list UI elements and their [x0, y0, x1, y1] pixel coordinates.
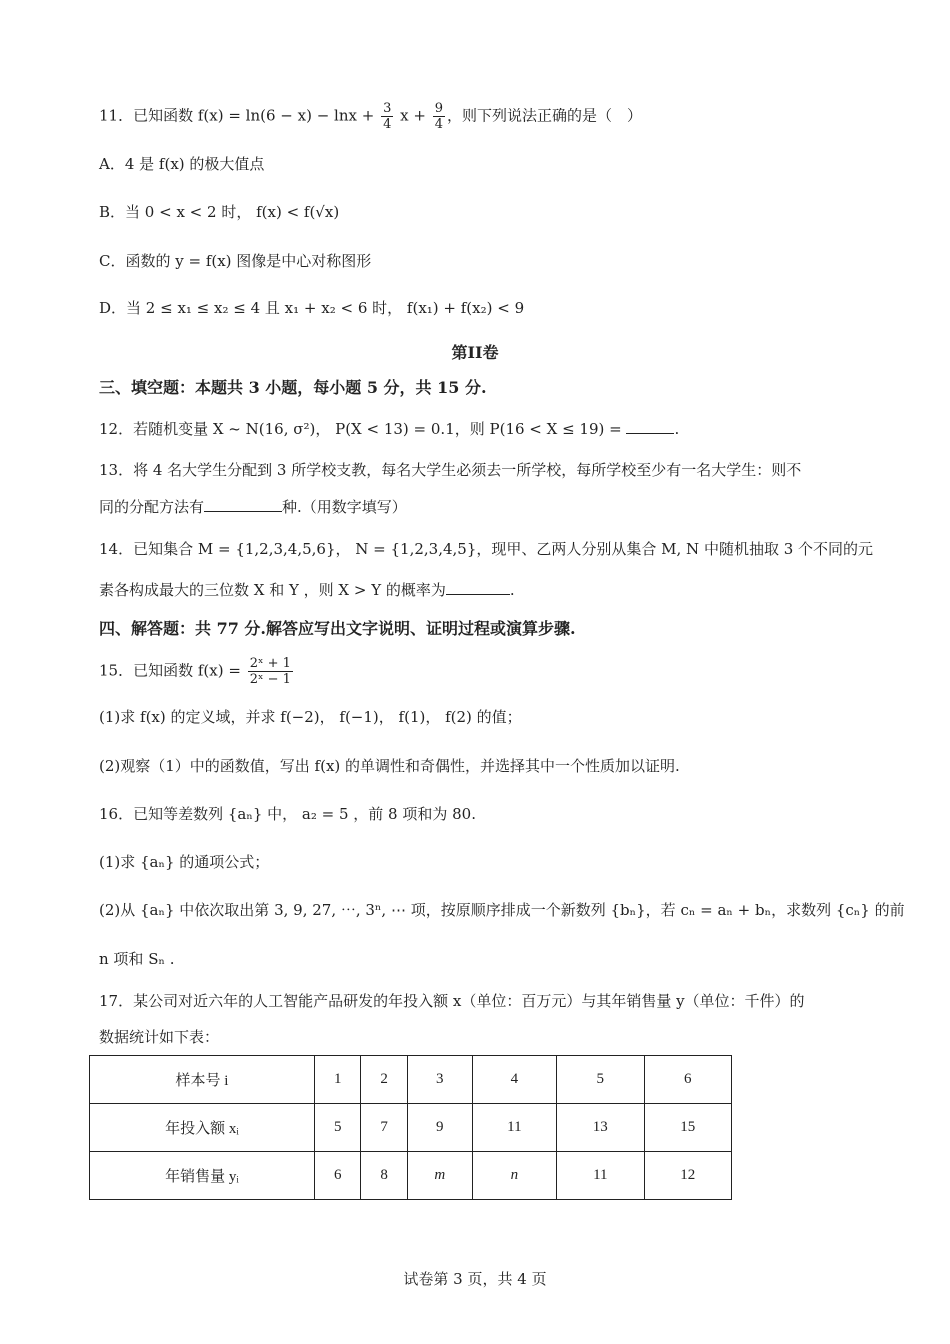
table-cell: 1 — [315, 1056, 361, 1104]
table-cell: 8 — [361, 1152, 407, 1200]
q11-stem-text: 11．已知函数 f(x) = ln(6 − x) − lnx + — [99, 106, 380, 125]
table-cell: 15 — [644, 1104, 731, 1152]
q16-sub2-cont: n 项和 Sₙ . — [99, 950, 175, 968]
q15-sub1: (1)求 f(x) 的定义域，并求 f(−2)， f(−1)， f(1)， f(2) 的值； — [99, 708, 522, 726]
table-cell: 9 — [407, 1104, 472, 1152]
table-row — [90, 1104, 732, 1152]
table-cell: 7 — [361, 1104, 407, 1152]
q13-line1: 13．将 4 名大学生分配到 3 所学校支教，每名大学生必须去一所学校，每所学校至少有一名大学生：则不 — [99, 461, 802, 479]
q11-frac1-num: 3 — [383, 101, 392, 116]
q11-tail-text: ，则下列说法正确的是（ ） — [446, 106, 642, 125]
table-row — [90, 1056, 732, 1104]
q12-answer-blank — [626, 419, 674, 434]
q11-fraction-2 — [433, 101, 445, 132]
q11-option-d: D．当 2 ≤ x₁ ≤ x₂ ≤ 4 且 x₁ + x₂ < 6 时， f(x₁) + f(x₂) < 9 — [99, 299, 525, 317]
q15-frac-num: 2ˣ + 1 — [249, 656, 291, 671]
table-cell: 5 — [315, 1104, 361, 1152]
q11-stem — [99, 101, 642, 132]
q13-answer-blank — [204, 497, 282, 512]
table-cell: 6 — [315, 1152, 361, 1200]
table-row-header: 年投入额 xᵢ — [90, 1104, 315, 1152]
table-cell: 13 — [557, 1104, 644, 1152]
table-cell: 5 — [557, 1056, 644, 1104]
table-row-header: 年销售量 yᵢ — [90, 1152, 315, 1200]
q11-option-b: B．当 0 < x < 2 时， f(x) < f(√x) — [99, 203, 340, 221]
q17-line1: 17．某公司对近六年的人工智能产品研发的年投入额 x（单位：百万元）与其年销售量 y（单位：千件）的 — [99, 992, 805, 1010]
section-title: 第II卷 — [451, 343, 499, 362]
table-cell: n — [472, 1152, 556, 1200]
q17-line2: 数据统计如下表： — [99, 1028, 220, 1046]
q12 — [99, 418, 679, 440]
table-cell: m — [407, 1152, 472, 1200]
q15-frac-den: 2ˣ − 1 — [249, 672, 291, 687]
q11-frac2-den: 4 — [434, 117, 443, 132]
q17-data-table — [89, 1055, 732, 1200]
table-cell: 3 — [407, 1056, 472, 1104]
q11-fraction-1 — [381, 101, 393, 132]
q15-fraction — [248, 656, 293, 687]
q14-line1: 14．已知集合 M = {1,2,3,4,5,6}， N = {1,2,3,4,5}，现甲、乙两人分别从集合 M, N 中随机抽取 3 个不同的元 — [99, 540, 874, 558]
q15-stem-text: 15．已知函数 f(x) = — [99, 661, 246, 680]
q11-option-a: A．4 是 f(x) 的极大值点 — [99, 155, 265, 173]
q14-line2-pre: 素各构成最大的三位数 X 和 Y ，则 X > Y 的概率为 — [99, 581, 446, 599]
table-cell: 11 — [472, 1104, 556, 1152]
q12-text: 12．若随机变量 X ~ N(16, σ²)， P(X < 13) = 0.1，则 P(16 < X ≤ 19) = — [99, 420, 627, 438]
q13-line2-pre: 同的分配方法有 — [99, 498, 205, 516]
q14-answer-blank — [446, 580, 510, 595]
q16-stem: 16．已知等差数列 {aₙ} 中， a₂ = 5 ，前 8 项和为 80. — [99, 805, 476, 823]
table-cell: 2 — [361, 1056, 407, 1104]
part3-heading: 三、填空题：本题共 3 小题，每小题 5 分，共 15 分. — [99, 378, 487, 397]
part4-heading: 四、解答题：共 77 分.解答应写出文字说明、证明过程或演算步骤. — [99, 619, 576, 638]
q15-stem — [99, 656, 295, 687]
q11-frac2-num: 9 — [434, 101, 443, 116]
table-cell: 6 — [644, 1056, 731, 1104]
table-row — [90, 1152, 732, 1200]
table-cell: 4 — [472, 1056, 556, 1104]
table-row-header: 样本号 i — [90, 1056, 315, 1104]
q11-frac1-den: 4 — [383, 117, 392, 132]
q16-sub1: (1)求 {aₙ} 的通项公式； — [99, 853, 270, 871]
q12-end: . — [674, 420, 680, 438]
q14-line2-post: . — [509, 581, 515, 599]
q11-option-c: C．函数的 y = f(x) 图像是中心对称图形 — [99, 252, 372, 270]
page-footer: 试卷第 3 页，共 4 页 — [403, 1270, 547, 1288]
q11-mid-text: x + — [395, 106, 431, 125]
table-cell: 12 — [644, 1152, 731, 1200]
q14-line2 — [99, 579, 515, 601]
q16-sub2: (2)从 {aₙ} 中依次取出第 3, 9, 27, ⋯, 3ⁿ, ⋯ 项，按原顺序排成一个新数列 {bₙ}，若 cₙ = aₙ + bₙ，求数列 {cₙ} 的前 — [99, 901, 905, 919]
q15-sub2: (2)观察（1）中的函数值，写出 f(x) 的单调性和奇偶性，并选择其中一个性质加以证明. — [99, 757, 680, 775]
q13-line2-post: 种.（用数字填写） — [282, 498, 407, 516]
table-cell: 11 — [557, 1152, 644, 1200]
q13-line2 — [99, 496, 407, 518]
